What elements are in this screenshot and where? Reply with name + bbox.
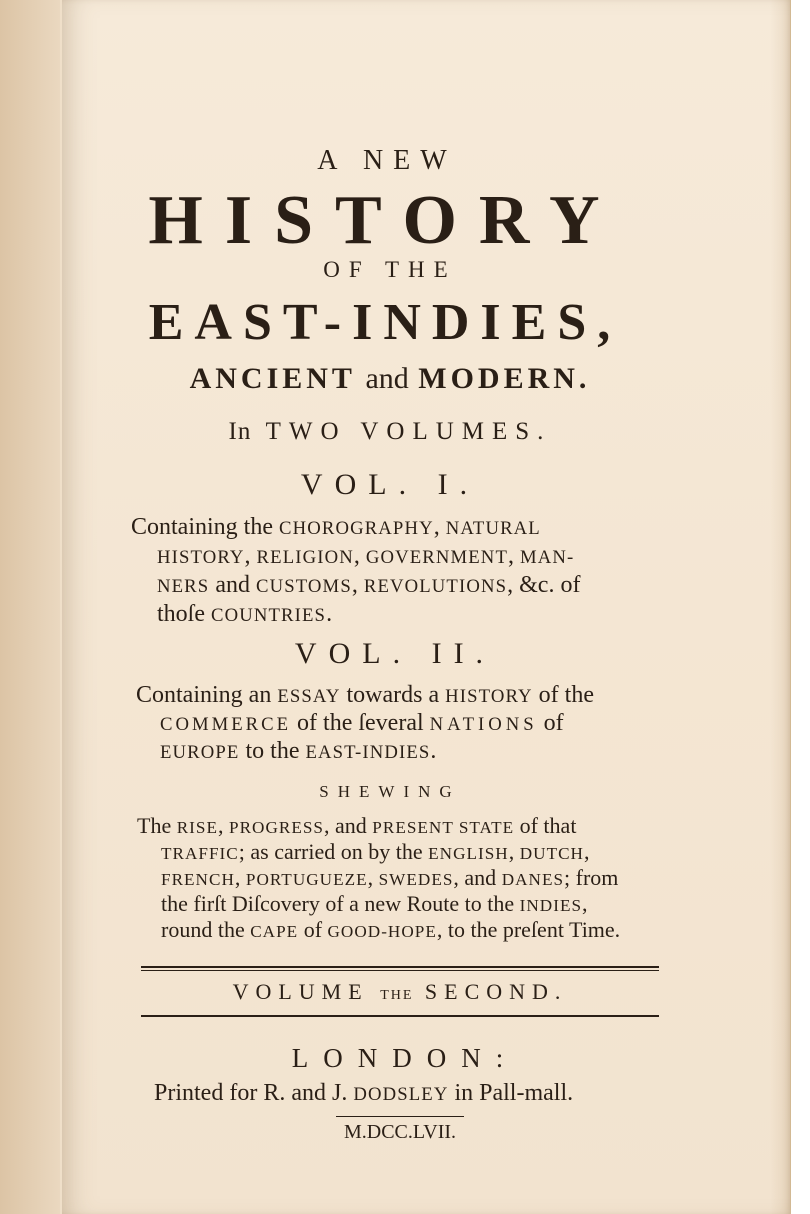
text-run: NERS [157, 576, 210, 597]
text-run: of the ſeveral [291, 710, 430, 736]
vol1-line-1 [131, 515, 541, 539]
page-right-edge [770, 0, 790, 1214]
text-run: Printed for R. and J. [154, 1080, 354, 1106]
text-run: , [353, 543, 366, 569]
text-run: NATIONS [429, 714, 538, 735]
text-run: , [367, 865, 379, 890]
vol2-heading: VOL. II. [294, 637, 496, 670]
word-in: In [228, 418, 252, 445]
text-run: , &c. of [507, 572, 581, 598]
word-and: and [365, 362, 409, 395]
text-run: ; as carried on by the [238, 839, 429, 864]
text-run: HISTORY [445, 686, 533, 707]
vol1-heading: VOL. I. [300, 468, 480, 501]
text-run: EAST-INDIES [305, 742, 431, 763]
shewing: SHEWING [319, 782, 461, 801]
text-run: , [582, 891, 588, 916]
text-run: MAN- [520, 547, 575, 568]
text-run: PROGRESS [229, 818, 325, 837]
text-run: CUSTOMS [255, 576, 352, 597]
vol1-line-4 [157, 602, 332, 626]
text-run: REVOLUTIONS [363, 576, 508, 597]
text-run: COMMERCE [160, 714, 292, 735]
line-a-new: A NEW [317, 145, 457, 176]
text-run: COUNTRIES [211, 605, 327, 626]
text-run: Containing an [136, 682, 278, 708]
text-run: , to the preſent Time. [436, 917, 621, 942]
word-modern: MODERN. [418, 362, 591, 395]
word-two-volumes: TWO VOLUMES. [265, 418, 552, 445]
text-run: thoſe [157, 601, 211, 627]
word-the: THE [380, 988, 414, 1003]
vol2-line-3 [160, 739, 436, 763]
text-run: DANES [501, 870, 565, 889]
shewing-line-2 [161, 841, 589, 863]
volume-the-second [160, 981, 640, 1003]
shewing-line-1 [137, 815, 576, 837]
date: M.DCC.LVII. [343, 1121, 457, 1143]
text-run: Containing the [131, 514, 279, 540]
text-run: the firſt Diſcovery of a new Route to the [161, 891, 520, 916]
vol2-line-2 [160, 711, 564, 735]
text-run: EUROPE [160, 742, 240, 763]
text-run: DUTCH [519, 844, 584, 863]
text-run: of [298, 917, 328, 942]
text-run: towards a [340, 682, 446, 708]
text-run: , [508, 543, 520, 569]
text-run: of [537, 710, 564, 736]
text-run: in Pall-mall. [448, 1080, 574, 1106]
line-two-volumes [180, 419, 600, 444]
rule-top-thin [141, 970, 659, 971]
text-run: ; from [564, 865, 619, 890]
word-volume: VOLUME [232, 979, 369, 1004]
text-run: RELIGION [256, 547, 354, 568]
rule-date [336, 1116, 464, 1117]
left-page-gutter [0, 0, 60, 1214]
text-run: RISE [176, 818, 218, 837]
text-run: NATURAL [445, 518, 541, 539]
vol2-line-1 [136, 683, 594, 707]
text-run: GOVERNMENT [365, 547, 508, 568]
word-second: SECOND. [424, 979, 568, 1004]
text-run: round the [161, 917, 251, 942]
text-run: of that [514, 813, 577, 838]
text-run: , [508, 839, 520, 864]
text-run: , [433, 514, 446, 540]
text-run: PORTUGUEZE [245, 870, 368, 889]
text-run: SWEDES [378, 870, 454, 889]
shewing-line-4 [161, 893, 588, 915]
text-run: ESSAY [277, 686, 341, 707]
vol1-line-2 [157, 544, 574, 568]
line-ancient-modern [140, 364, 640, 394]
printed-for [154, 1081, 573, 1105]
text-run: , [244, 543, 257, 569]
text-run: , [351, 572, 364, 598]
text-run: . [326, 601, 333, 627]
line-history: HISTORY [148, 182, 622, 259]
text-run: PRESENT STATE [372, 818, 515, 837]
text-run: ENGLISH [428, 844, 509, 863]
text-run: TRAFFIC [161, 844, 239, 863]
text-run: FRENCH [161, 870, 235, 889]
text-run: CHOROGRAPHY [278, 518, 434, 539]
word-ancient: ANCIENT [189, 362, 356, 395]
text-run: , and [324, 813, 373, 838]
rule-bottom [141, 1015, 659, 1017]
shewing-line-5 [161, 919, 620, 941]
text-run: DODSLEY [353, 1084, 449, 1105]
text-run: of the [532, 682, 594, 708]
london: LONDON: [291, 1043, 519, 1073]
text-run: , [234, 865, 246, 890]
text-run: , [218, 813, 229, 838]
text-run: CAPE [250, 922, 299, 941]
text-run: . [430, 738, 437, 764]
shewing-line-3 [161, 867, 618, 889]
text-run: , [583, 839, 590, 864]
text-run: The [137, 813, 177, 838]
text-run: to the [239, 738, 306, 764]
text-run: GOOD-HOPE [327, 922, 437, 941]
text-run: and [209, 572, 256, 598]
text-run: INDIES [519, 896, 583, 915]
text-run: HISTORY [157, 547, 245, 568]
text-run: , and [453, 865, 502, 890]
rule-top [141, 966, 659, 968]
line-east-indies: EAST-INDIES, [148, 294, 622, 351]
vol1-line-3 [157, 573, 580, 597]
line-of-the: OF THE [323, 257, 457, 282]
